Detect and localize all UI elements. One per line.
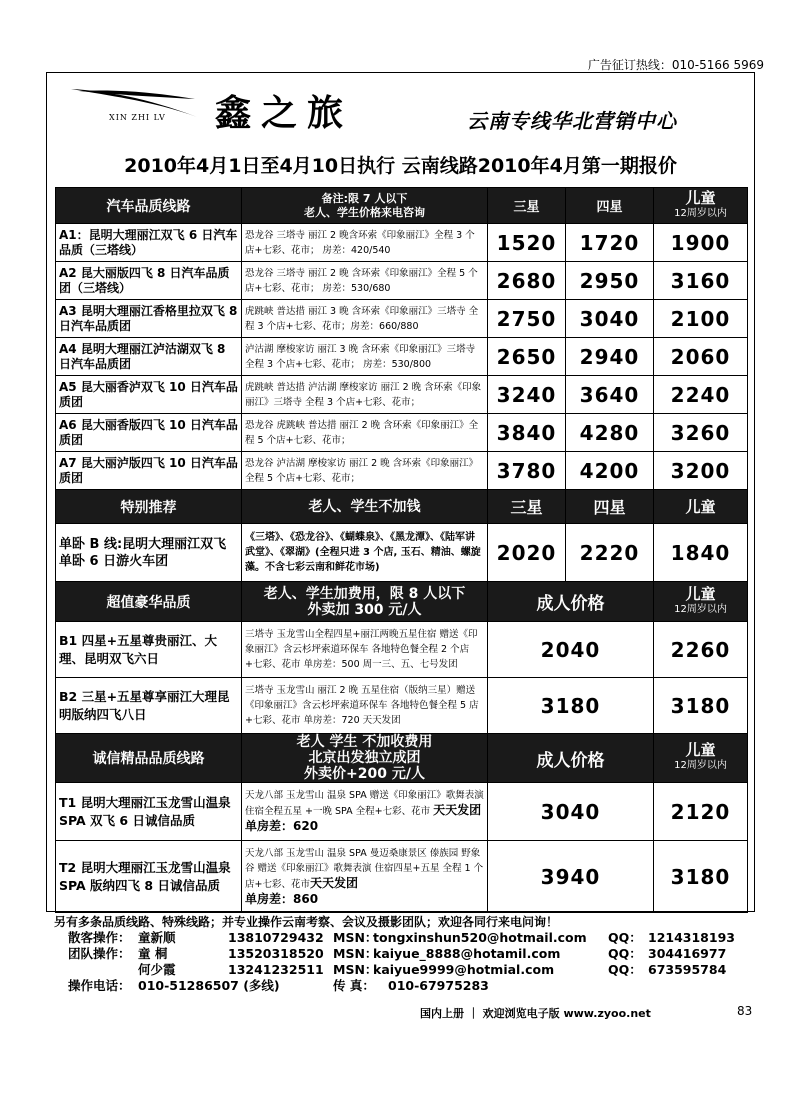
price-four-star: 4200 xyxy=(566,452,654,490)
price-three-star: 2020 xyxy=(488,524,566,582)
section-label: 特别推荐 xyxy=(56,490,242,524)
price-child: 3160 xyxy=(654,262,748,300)
price-child: 2120 xyxy=(654,783,748,841)
col-adult-price: 成人价格 xyxy=(488,582,654,622)
msn-label: MSN： xyxy=(333,930,378,945)
route-desc: 三塔寺 玉龙雪山 丽江 2 晚 五星住宿（版纳三星）赠送《印象丽江》含云杉坪索道环保车 各地特色餐全程 5 店+七彩、花市 单房差：720 天天发团 xyxy=(242,678,488,734)
route-name: A4 昆明大理丽江泸沽湖双飞 8 日汽车品质团 xyxy=(56,338,242,376)
col-four-star: 四星 xyxy=(566,490,654,524)
col-child: 儿童 12周岁以内 xyxy=(654,582,748,622)
price-sheet-frame xyxy=(46,72,755,912)
table-row xyxy=(56,414,748,452)
route-desc: 虎跳峡 普达措 丽江 3 晚 含环索《印象丽江》三塔寺 全程 3 个店+七彩、花市；房差：660/880 xyxy=(242,300,488,338)
section-header-car xyxy=(56,188,748,224)
table-row xyxy=(56,262,748,300)
route-name: B1 四星+五星尊贵丽江、大理、昆明双飞六日 xyxy=(56,622,242,678)
route-name: A6 昆大丽香版四飞 10 日汽车品质团 xyxy=(56,414,242,452)
route-desc: 泸沽湖 摩梭家访 丽江 3 晚 含环索《印象丽江》三塔寺 全程 3 个店+七彩、花市； 房差：530/800 xyxy=(242,338,488,376)
contact-msn[interactable]: tongxinshun520@hotmail.com xyxy=(373,930,587,945)
brand-name: 鑫之旅 xyxy=(215,92,354,134)
ad-hotline: 广告征订热线：010-5166 5969 xyxy=(587,58,764,72)
qq-label: QQ： xyxy=(608,946,642,961)
route-name: A1：昆明大理丽江双飞 6 日汽车品质（三塔线） xyxy=(56,224,242,262)
col-child: 儿童 xyxy=(654,490,748,524)
page-title: 2010年4月1日至4月10日执行 云南线路2010年4月第一期报价 xyxy=(124,155,677,177)
price-four-star: 2950 xyxy=(566,262,654,300)
section-note: 备注:限 7 人以下 老人、学生价格来电咨询 xyxy=(242,188,488,224)
page-number: 83 xyxy=(737,1004,753,1018)
price-four-star: 2220 xyxy=(566,524,654,582)
price-four-star: 3040 xyxy=(566,300,654,338)
qq-label: QQ： xyxy=(608,930,642,945)
table-row xyxy=(56,841,748,913)
contact-row xyxy=(68,946,748,962)
op-phone-label: 操作电话： xyxy=(68,978,131,993)
fax-number: 010-67975283 xyxy=(388,978,489,993)
price-child: 3180 xyxy=(654,841,748,913)
route-name: T1 昆明大理丽江玉龙雪山温泉 SPA 双飞 6 日诚信品质 xyxy=(56,783,242,841)
brand-header xyxy=(47,73,754,139)
col-adult-price: 成人价格 xyxy=(488,734,654,783)
table-row xyxy=(56,224,748,262)
price-three-star: 3780 xyxy=(488,452,566,490)
contact-msn[interactable]: kaiyue_8888@hotamil.com xyxy=(373,946,561,961)
route-desc: 虎跳峡 普达措 泸沽湖 摩梭家访 丽江 2 晚 含环索《印象丽江》三塔寺 全程 3 个店+七彩、花市； xyxy=(242,376,488,414)
table-row xyxy=(56,338,748,376)
price-four-star: 4280 xyxy=(566,414,654,452)
price-four-star: 3640 xyxy=(566,376,654,414)
price-child: 2100 xyxy=(654,300,748,338)
section-label: 超值豪华品质 xyxy=(56,582,242,622)
price-three-star: 1520 xyxy=(488,224,566,262)
table-row xyxy=(56,300,748,338)
col-three-star: 三星 xyxy=(488,188,566,224)
price-child: 3260 xyxy=(654,414,748,452)
route-name: T2 昆明大理丽江玉龙雪山温泉 SPA 版纳四飞 8 日诚信品质 xyxy=(56,841,242,913)
price-three-star: 3840 xyxy=(488,414,566,452)
qq-label: QQ： xyxy=(608,962,642,977)
section-note: 老人、学生不加钱 xyxy=(242,490,488,524)
section-note: 老人、学生加费用，限 8 人以下 外卖加 300 元/人 xyxy=(242,582,488,622)
contact-qq: 304416977 xyxy=(648,946,727,961)
brand-tagline: 云南专线华北营销中心 xyxy=(467,109,677,133)
route-name: A3 昆明大理丽江香格里拉双飞 8 日汽车品质团 xyxy=(56,300,242,338)
contact-phone: 13810729432 xyxy=(228,930,324,945)
contact-row xyxy=(68,930,748,946)
route-name: 单卧 B 线:昆明大理丽江双飞单卧 6 日游火车团 xyxy=(56,524,242,582)
bottom-bar[interactable]: 国内上册 ｜ 欢迎浏览电子版 www.zyoo.net xyxy=(420,1007,651,1020)
contact-role: 团队操作： xyxy=(68,946,131,961)
contact-role: 散客操作： xyxy=(68,930,131,945)
route-name: A5 昆大丽香泸双飞 10 日汽车品质团 xyxy=(56,376,242,414)
route-desc: 三塔寺 玉龙雪山全程四星+丽江两晚五星住宿 赠送《印象丽江》含云杉坪索道环保车 各地特色餐全程 2 个店+七彩、花市 单房差：500 周一三、五、七号发团 xyxy=(242,622,488,678)
price-adult: 3180 xyxy=(488,678,654,734)
col-four-star: 四星 xyxy=(566,188,654,224)
route-desc: 恐龙谷 虎跳峡 普达措 丽江 2 晚 含环索《印象丽江》全程 5 个店+七彩、花市； xyxy=(242,414,488,452)
contact-name: 何少霞 xyxy=(138,962,176,977)
route-desc: 恐龙谷 泸沽湖 摩梭家访 丽江 2 晚 含环索《印象丽江》全程 5 个店+七彩、花市； xyxy=(242,452,488,490)
price-child: 2240 xyxy=(654,376,748,414)
price-child: 3200 xyxy=(654,452,748,490)
price-adult: 3940 xyxy=(488,841,654,913)
notice-text: 另有多条品质线路、特殊线路；并专业操作云南考察、会议及摄影团队；欢迎各同行来电问询！ xyxy=(54,915,559,929)
msn-label: MSN： xyxy=(333,962,378,977)
table-row xyxy=(56,376,748,414)
logo-text: XIN ZHI LV xyxy=(109,113,166,122)
section-note: 老人 学生 不加收费用 北京出发独立成团 外卖价+200 元/人 xyxy=(242,734,488,783)
contact-row xyxy=(68,978,748,994)
col-child: 儿童 12周岁以内 xyxy=(654,734,748,783)
table-row xyxy=(56,524,748,582)
price-three-star: 3240 xyxy=(488,376,566,414)
route-desc: 《三塔》、《恐龙谷》、《蝴蝶泉》、《黑龙潭》、《陆军讲武堂》、《翠湖》(全程只进 3 个店, 玉石、精油、螺旋藻。不含七彩云南和鲜花市场) xyxy=(242,524,488,582)
fax-label: 传 真： xyxy=(333,978,375,993)
table-row xyxy=(56,678,748,734)
contact-phone: 13520318520 xyxy=(228,946,324,961)
section-header-special xyxy=(56,490,748,524)
price-child: 1900 xyxy=(654,224,748,262)
section-label: 诚信精品品质线路 xyxy=(56,734,242,783)
contacts-block xyxy=(68,930,748,994)
table-row xyxy=(56,452,748,490)
col-child: 儿童 12周岁以内 xyxy=(654,188,748,224)
price-child: 2260 xyxy=(654,622,748,678)
price-four-star: 2940 xyxy=(566,338,654,376)
op-phone: 010-51286507 (多线) xyxy=(138,978,280,993)
route-name: A2 昆大丽版四飞 8 日汽车品质团（三塔线） xyxy=(56,262,242,300)
price-child: 1840 xyxy=(654,524,748,582)
section-header-luxury xyxy=(56,582,748,622)
route-name: A7 昆大丽泸版四飞 10 日汽车品质团 xyxy=(56,452,242,490)
contact-name: 童新顺 xyxy=(138,930,176,945)
price-child: 2060 xyxy=(654,338,748,376)
section-label: 汽车品质线路 xyxy=(56,188,242,224)
msn-label: MSN： xyxy=(333,946,378,961)
route-desc: 天龙八部 玉龙雪山 温泉 SPA 曼迈桑康景区 傣族园 野象谷 赠送《印象丽江》歌舞表演 住宿四星+五星 全程 1 个店+七彩、花市天天发团 单房差：860 xyxy=(242,841,488,913)
contact-msn[interactable]: kaiyue9999@hotmial.com xyxy=(373,962,555,977)
price-child: 3180 xyxy=(654,678,748,734)
col-three-star: 三星 xyxy=(488,490,566,524)
table-row xyxy=(56,622,748,678)
price-table xyxy=(55,187,748,913)
price-adult: 2040 xyxy=(488,622,654,678)
route-desc: 恐龙谷 三塔寺 丽江 2 晚 含环索《印象丽江》全程 5 个店+七彩、花市； 房差：530/680 xyxy=(242,262,488,300)
contact-name: 童 桐 xyxy=(138,946,168,961)
contact-qq: 673595784 xyxy=(648,962,727,977)
price-three-star: 2680 xyxy=(488,262,566,300)
table-row xyxy=(56,783,748,841)
price-adult: 3040 xyxy=(488,783,654,841)
section-header-honest xyxy=(56,734,748,783)
contact-phone: 13241232511 xyxy=(228,962,324,977)
price-four-star: 1720 xyxy=(566,224,654,262)
contact-row xyxy=(68,962,748,978)
route-desc: 恐龙谷 三塔寺 丽江 2 晚含环索《印象丽江》全程 3 个店+七彩、花市； 房差：420/540 xyxy=(242,224,488,262)
contact-qq: 1214318193 xyxy=(648,930,735,945)
price-three-star: 2750 xyxy=(488,300,566,338)
route-desc: 天龙八部 玉龙雪山 温泉 SPA 赠送《印象丽江》歌舞表演 住宿全程五星 +一晚 SPA 全程+七彩、花市 天天发团 单房差：620 xyxy=(242,783,488,841)
price-three-star: 2650 xyxy=(488,338,566,376)
route-name: B2 三星+五星尊享丽江大理昆明版纳四飞八日 xyxy=(56,678,242,734)
